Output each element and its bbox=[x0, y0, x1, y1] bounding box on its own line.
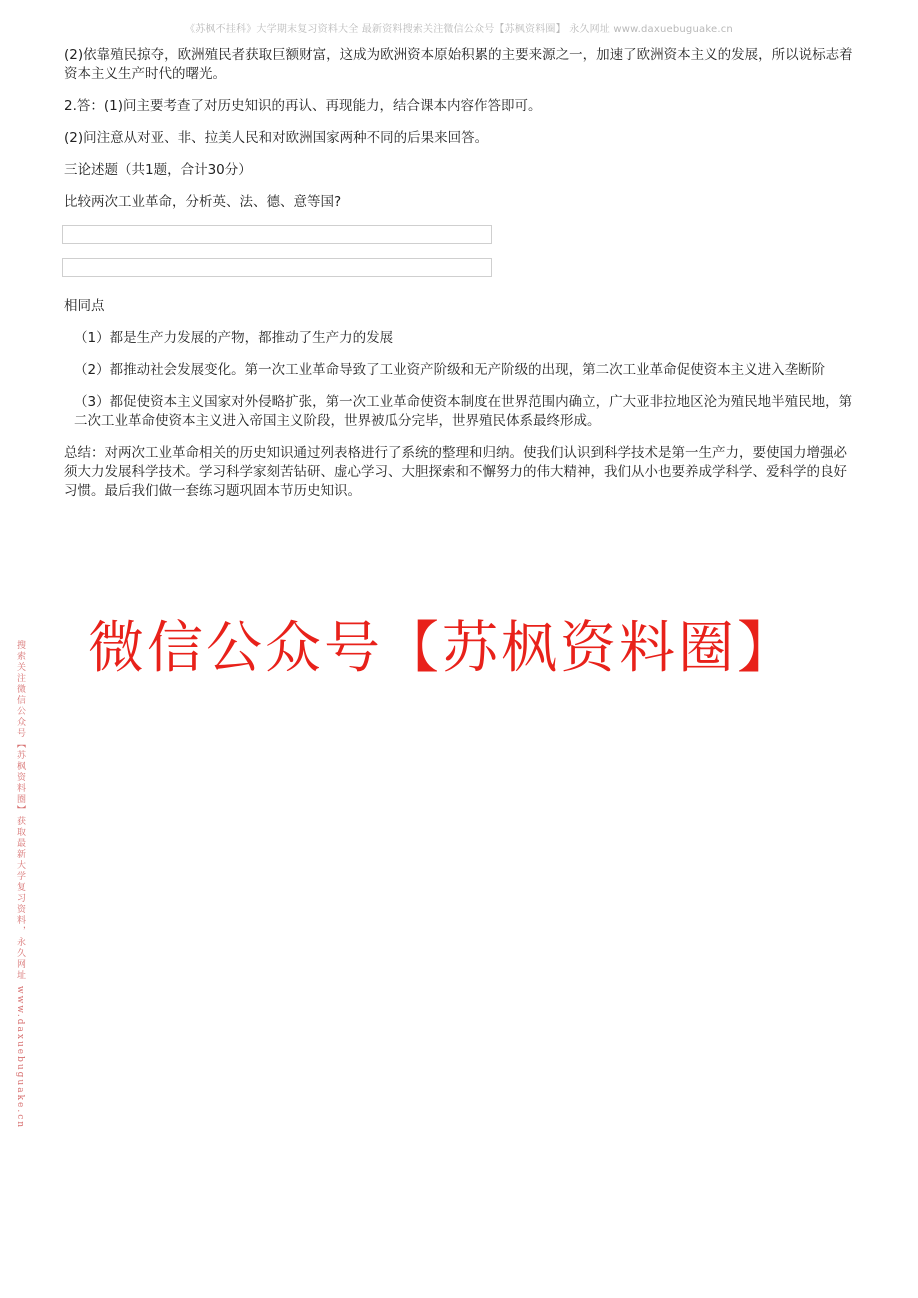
wechat-watermark: 微信公众号【苏枫资料圈】 bbox=[88, 616, 796, 681]
essay-question: 比较两次工业革命，分析英、法、德、意等国? bbox=[64, 194, 342, 210]
answer-paragraph-2: 2.答：(1)问主要考查了对历史知识的再认、再现能力，结合课本内容作答即可。 bbox=[64, 98, 542, 114]
answer-paragraph-1: (2)依靠殖民掠夺，欧洲殖民者获取巨额财富，这成为欧洲资本原始积累的主要来源之一，加速了欧洲资本主义的发展，所以说标志着资本主义生产时代的曙光。 bbox=[64, 47, 853, 82]
page-header: 《苏枫不挂科》大学期末复习资料大全 最新资料搜索关注微信公众号【苏枫资料圈】 永久网址 www.daxuebuguake.cn bbox=[185, 24, 733, 35]
similar-point-2: （2）都推动社会发展变化。第一次工业革命导致了工业资产阶级和无产阶级的出现，第二次工业革命促使资本主义进入垄断阶 bbox=[74, 362, 826, 378]
answer-box-2 bbox=[62, 258, 492, 277]
similar-point-3: （3）都促使资本主义国家对外侵略扩张，第一次工业革命使资本制度在世界范围内确立，广大亚非拉地区沦为殖民地半殖民地，第二次工业革命使资本主义进入帝国主义阶段，世界被瓜分完毕，世界殖民体系最终形成。 bbox=[74, 394, 853, 429]
answer-box-1 bbox=[62, 225, 492, 244]
similar-point-1: （1）都是生产力发展的产物，都推动了生产力的发展 bbox=[74, 330, 394, 346]
section-title: 三论述题（共1题，合计30分） bbox=[64, 162, 252, 178]
summary-paragraph: 总结：对两次工业革命相关的历史知识通过列表格进行了系统的整理和归纳。使我们认识到科学技术是第一生产力，要使国力增强必须大力发展科学技术。学习科学家刻苦钻研、虚心学习、大胆探索和不懈努力的伟大精神，我们从小也要养成学科学、爱科学的良好习惯。最后我们做一套练习题巩固本节历史知识。 bbox=[64, 445, 847, 499]
similar-points-heading: 相同点 bbox=[64, 298, 105, 314]
side-watermark: 搜索关注微信公众号【苏枫资料圈】获取最新大学复习资料，永久网址 www.daxuebuguake.cn bbox=[15, 640, 25, 1130]
document-body bbox=[64, 46, 860, 514]
answer-paragraph-3: (2)问注意从对亚、非、拉美人民和对欧洲国家两种不同的后果来回答。 bbox=[64, 130, 489, 146]
